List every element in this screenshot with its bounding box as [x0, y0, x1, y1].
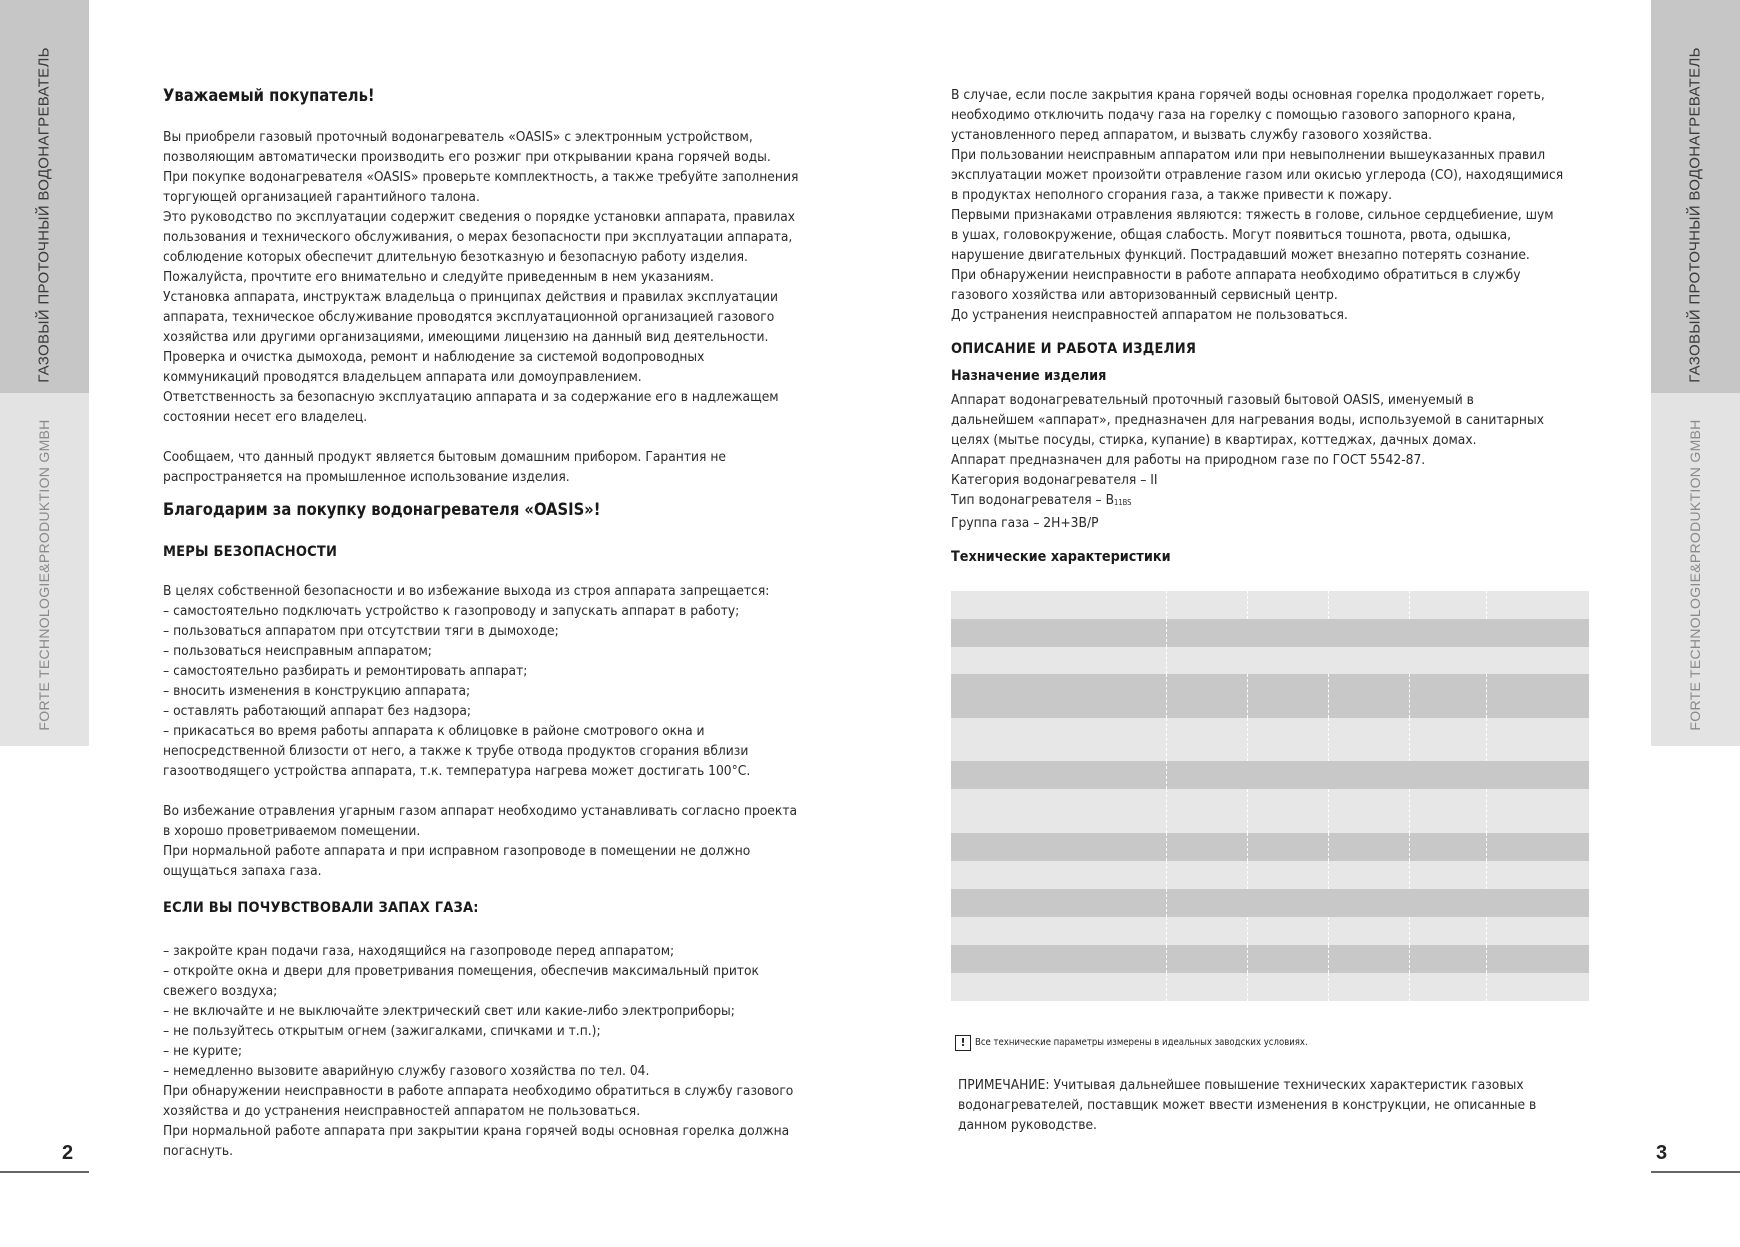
type-subscript: 11BS: [1114, 498, 1132, 507]
table-cell: [1486, 591, 1589, 619]
text-line: соблюдение которых обеспечит длительную безотказную и безопасную работу изделия.: [163, 249, 748, 265]
table-row: [951, 647, 1589, 674]
table-row: [951, 789, 1589, 833]
text-line: коммуникаций проводятся владельцем аппарата или домоуправлением.: [163, 369, 642, 385]
measurement-notice: [955, 1034, 1655, 1052]
table-cell: [1328, 973, 1409, 1001]
ventilation-paragraph: [163, 801, 828, 881]
table-cell: [1247, 591, 1328, 619]
table-cell: [1166, 718, 1247, 761]
table-row: [951, 917, 1589, 945]
table-row: [951, 718, 1589, 761]
table-cell: [1328, 674, 1409, 718]
list-item: – закройте кран подачи газа, находящийся на газопроводе перед аппаратом;: [163, 943, 675, 959]
table-cell: [1166, 674, 1247, 718]
page-number-rule: [1651, 1171, 1740, 1173]
table-cell: [951, 718, 1166, 761]
table-row: [951, 674, 1589, 718]
text-line: В случае, если после закрытия крана горячей воды основная горелка продолжает гореть,: [951, 87, 1545, 103]
table-cell: [1486, 973, 1589, 1001]
text-line: в хорошо проветриваемом помещении.: [163, 823, 421, 839]
table-cell: [1328, 833, 1409, 861]
text-line: эксплуатации может произойти отравление газом или окисью углерода (CO), находящимися: [951, 167, 1564, 183]
list-item: хозяйства и до устранения неисправностей аппаратом не пользоваться.: [163, 1103, 641, 1119]
table-cell: [1486, 945, 1589, 973]
table-cell: [1166, 789, 1247, 833]
side-product-label: ГАЗОВЫЙ ПРОТОЧНЫЙ ВОДОНАГРЕВАТЕЛЬ: [35, 47, 53, 383]
table-cell: [1247, 718, 1328, 761]
list-item: – оставлять работающий аппарат без надзора;: [163, 703, 472, 719]
table-cell: [951, 619, 1166, 647]
list-item: свежего воздуха;: [163, 983, 278, 999]
list-item: При обнаружении неисправности в работе аппарата необходимо обратиться в службу газового: [163, 1083, 794, 1099]
list-item: – пользоваться неисправным аппаратом;: [163, 643, 432, 659]
table-row: [951, 591, 1589, 619]
category-line: Категория водонагревателя – II: [951, 472, 1158, 488]
safety-list: [163, 601, 828, 781]
purpose-heading: Назначение изделия: [951, 368, 1107, 384]
table-cell: [1247, 833, 1328, 861]
text-line: Пожалуйста, прочтите его внимательно и следуйте приведенным в нем указаниям.: [163, 269, 714, 285]
text-line: Вы приобрели газовый проточный водонагреватель «OASIS» с электронным устройством,: [163, 129, 753, 145]
warning-paragraph: [951, 85, 1591, 325]
table-cell: [1166, 973, 1247, 1001]
text-line: Во избежание отравления угарным газом аппарат необходимо устанавливать согласно проекта: [163, 803, 798, 819]
text-line: Сообщаем, что данный продукт является бытовым домашним прибором. Гарантия не: [163, 449, 726, 465]
page-number-right: 3: [1656, 1142, 1668, 1164]
thanks-heading: Благодарим за покупку водонагревателя «OASIS»!: [163, 500, 601, 519]
text-line: аппарата, техническое обслуживание проводятся эксплуатационной организацией газового: [163, 309, 775, 325]
specs-table: [951, 591, 1589, 1001]
text-line: Первыми признаками отравления являются: тяжесть в голове, сильное сердцебиение, шум: [951, 207, 1554, 223]
text-line: водонагревателей, поставщик может ввести изменения в конструкции, не описанные в: [958, 1097, 1537, 1113]
table-cell: [1166, 761, 1589, 789]
text-line: Установка аппарата, инструктаж владельца о принципах действия и правилах эксплуатации: [163, 289, 778, 305]
side-band-product: [1651, 0, 1740, 393]
table-cell: [1247, 861, 1328, 889]
side-band-company: [0, 393, 89, 746]
table-cell: [1166, 917, 1247, 945]
intro-paragraph: [163, 127, 828, 427]
list-item: – самостоятельно разбирать и ремонтировать аппарат;: [163, 663, 528, 679]
text-line: дальнейшем «аппарат», предназначен для нагревания воды, используемой в санитарных: [951, 412, 1544, 428]
description-heading: ОПИСАНИЕ И РАБОТА ИЗДЕЛИЯ: [951, 341, 1197, 357]
text-line: в ушах, головокружение, общая слабость. Могут появиться тошнота, рвота, одышка,: [951, 227, 1512, 243]
table-cell: [1328, 861, 1409, 889]
text-line: Аппарат водонагревательный проточный газовый бытовой OASIS, именуемый в: [951, 392, 1474, 408]
specs-heading: Технические характеристики: [951, 549, 1171, 565]
table-row: [951, 945, 1589, 973]
text-line: целях (мытье посуды, стирка, купание) в квартирах, коттеджах, дачных домах.: [951, 432, 1477, 448]
table-row: [951, 973, 1589, 1001]
table-cell: [1247, 789, 1328, 833]
text-line: данном руководстве.: [958, 1117, 1097, 1133]
list-item: – не пользуйтесь открытым огнем (зажигалками, спичками и т.п.);: [163, 1023, 601, 1039]
gas-smell-list: [163, 941, 828, 1161]
table-cell: [1328, 917, 1409, 945]
notice-text: Все технические параметры измерены в идеальных заводских условиях.: [975, 1037, 1308, 1048]
table-cell: [951, 789, 1166, 833]
table-cell: [1328, 591, 1409, 619]
table-cell: [1247, 917, 1328, 945]
table-cell: [1166, 647, 1589, 674]
text-line: необходимо отключить подачу газа на горелку с помощью газового запорного крана,: [951, 107, 1516, 123]
text-line: ощущаться запаха газа.: [163, 863, 322, 879]
table-cell: [951, 647, 1166, 674]
list-item: – не включайте и не выключайте электрический свет или какие-либо электроприборы;: [163, 1003, 735, 1019]
text-line: При пользовании неисправным аппаратом или при невыполнении вышеуказанных правил: [951, 147, 1546, 163]
list-item: – немедленно вызовите аварийную службу газового хозяйства по тел. 04.: [163, 1063, 650, 1079]
list-item: – откройте окна и двери для проветривания помещения, обеспечив максимальный приток: [163, 963, 759, 979]
table-cell: [1328, 945, 1409, 973]
text-line: ПРИМЕЧАНИЕ: Учитывая дальнейшее повышение технических характеристик газовых: [958, 1077, 1524, 1093]
table-cell: [1409, 861, 1486, 889]
side-company-label: FORTE TECHNOLOGIE&PRODUKTION GMBH: [36, 419, 52, 731]
table-cell: [1328, 718, 1409, 761]
table-row: [951, 761, 1589, 789]
text-line: Это руководство по эксплуатации содержит сведения о порядке установки аппарата, правилах: [163, 209, 796, 225]
text-line: торгующей организацией гарантийного талона.: [163, 189, 480, 205]
list-item: – вносить изменения в конструкцию аппарата;: [163, 683, 471, 699]
text-line: нарушение двигательных функций. Пострадавший может внезапно потерять сознание.: [951, 247, 1530, 263]
table-cell: [1166, 619, 1589, 647]
list-item: погаснуть.: [163, 1143, 234, 1159]
table-cell: [1409, 945, 1486, 973]
text-line: установленного перед аппаратом, и вызвать службу газового хозяйства.: [951, 127, 1433, 143]
text-line: При покупке водонагревателя «OASIS» проверьте комплектность, а также требуйте заполнения: [163, 169, 799, 185]
text-line: При обнаружении неисправности в работе аппарата необходимо обратиться в службу: [951, 267, 1521, 283]
table-cell: [1409, 674, 1486, 718]
list-item: – прикасаться во время работы аппарата к облицовке в районе смотрового окна и: [163, 723, 705, 739]
text-line: Аппарат предназначен для работы на природном газе по ГОСТ 5542-87.: [951, 452, 1426, 468]
table-row: [951, 889, 1589, 917]
table-cell: [1409, 973, 1486, 1001]
page-number-rule: [0, 1171, 89, 1173]
household-paragraph: [163, 447, 828, 487]
table-cell: [951, 833, 1166, 861]
gas-group-line: Группа газа – 2Н+3В/Р: [951, 515, 1099, 531]
table-cell: [951, 591, 1166, 619]
right-page-content: [951, 85, 1591, 567]
table-cell: [951, 945, 1166, 973]
greeting-heading: Уважаемый покупатель!: [163, 86, 375, 105]
text-line: позволяющим автоматически производить его розжиг при открывании крана горячей воды.: [163, 149, 771, 165]
table-cell: [1409, 833, 1486, 861]
type-line: [951, 490, 1591, 513]
type-label: Тип водонагревателя – B: [951, 492, 1115, 508]
text-line: газового хозяйства или авторизованный сервисный центр.: [951, 287, 1338, 303]
note-paragraph: [958, 1075, 1578, 1135]
list-item: – не курите;: [163, 1043, 243, 1059]
warning-icon: !: [955, 1035, 971, 1051]
table-cell: [1166, 945, 1247, 973]
table-cell: [1409, 718, 1486, 761]
safety-intro: В целях собственной безопасности и во избежание выхода из строя аппарата запрещается:: [163, 583, 770, 599]
table-cell: [1247, 973, 1328, 1001]
table-cell: [1166, 889, 1589, 917]
side-band-product: [0, 0, 89, 393]
side-company-label: FORTE TECHNOLOGIE&PRODUKTION GMBH: [1687, 419, 1703, 731]
table-cell: [1247, 945, 1328, 973]
list-item: газоотводящего устройства аппарата, т.к. температура нагрева может достигать 100°С.: [163, 763, 751, 779]
table-cell: [951, 761, 1166, 789]
text-line: Проверка и очистка дымохода, ремонт и наблюдение за системой водопроводных: [163, 349, 705, 365]
table-cell: [1486, 861, 1589, 889]
list-item: При нормальной работе аппарата при закрытии крана горячей воды основная горелка должна: [163, 1123, 790, 1139]
table-cell: [1166, 833, 1247, 861]
table-row: [951, 833, 1589, 861]
table-cell: [951, 674, 1166, 718]
table-cell: [1409, 591, 1486, 619]
table-cell: [1409, 789, 1486, 833]
table-cell: [1247, 674, 1328, 718]
gas-smell-heading: ЕСЛИ ВЫ ПОЧУВСТВОВАЛИ ЗАПАХ ГАЗА:: [163, 900, 479, 916]
safety-heading: МЕРЫ БЕЗОПАСНОСТИ: [163, 544, 338, 560]
list-item: – пользоваться аппаратом при отсутствии тяги в дымоходе;: [163, 623, 559, 639]
table-cell: [1486, 674, 1589, 718]
table-row: [951, 619, 1589, 647]
table-cell: [1409, 917, 1486, 945]
table-cell: [1486, 917, 1589, 945]
table-cell: [951, 917, 1166, 945]
table-cell: [1486, 833, 1589, 861]
left-page-content: [163, 85, 828, 1161]
text-line: состоянии несет его владелец.: [163, 409, 368, 425]
text-line: пользования и технического обслуживания, о мерах безопасности при эксплуатации аппарата,: [163, 229, 793, 245]
table-cell: [951, 973, 1166, 1001]
table-cell: [1166, 591, 1247, 619]
text-line: При нормальной работе аппарата и при исправном газопроводе в помещении не должно: [163, 843, 751, 859]
table-cell: [1166, 861, 1247, 889]
side-band-company: [1651, 393, 1740, 746]
page-number-left: 2: [62, 1142, 74, 1164]
table-row: [951, 861, 1589, 889]
text-line: в продуктах неполного сгорания газа, а также привести к пожару.: [951, 187, 1393, 203]
text-line: хозяйства или другими организациями, имеющими лицензию на данный вид деятельности.: [163, 329, 769, 345]
table-cell: [951, 889, 1166, 917]
text-line: распространяется на промышленное использование изделия.: [163, 469, 570, 485]
purpose-paragraph: [951, 390, 1591, 470]
table-cell: [951, 861, 1166, 889]
text-line: Ответственность за безопасную эксплуатацию аппарата и за содержание его в надлежащем: [163, 389, 779, 405]
table-cell: [1328, 789, 1409, 833]
table-cell: [1486, 789, 1589, 833]
list-item: – самостоятельно подключать устройство к газопроводу и запускать аппарат в работу;: [163, 603, 740, 619]
list-item: непосредственной близости от него, а также к трубе отвода продуктов сгорания вблизи: [163, 743, 749, 759]
table-cell: [1486, 718, 1589, 761]
text-line: До устранения неисправностей аппаратом не пользоваться.: [951, 307, 1348, 323]
side-product-label: ГАЗОВЫЙ ПРОТОЧНЫЙ ВОДОНАГРЕВАТЕЛЬ: [1686, 47, 1704, 383]
